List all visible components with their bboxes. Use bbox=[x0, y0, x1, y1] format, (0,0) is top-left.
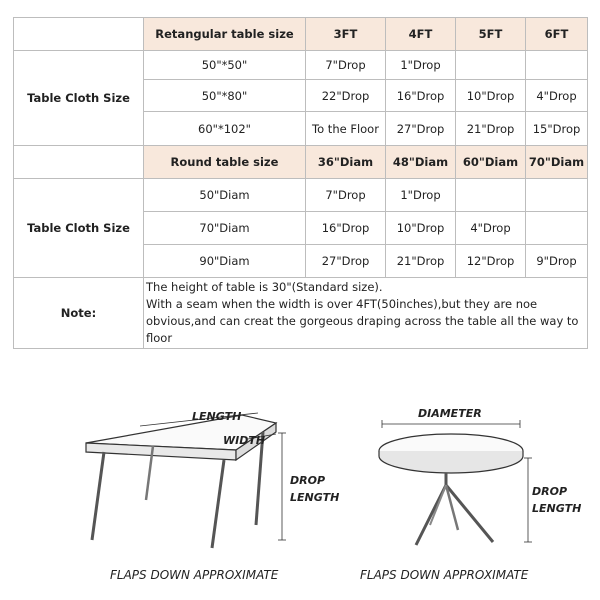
rect-header-row bbox=[14, 18, 588, 51]
drop-cell: 4"Drop bbox=[456, 212, 526, 245]
drop-cell: 4"Drop bbox=[526, 80, 588, 112]
drop-cell bbox=[456, 51, 526, 80]
drop-cell: 15"Drop bbox=[526, 112, 588, 146]
rect-drop-line-2: LENGTH bbox=[290, 491, 340, 504]
drop-cell: 7"Drop bbox=[306, 179, 386, 212]
drop-cell: 21"Drop bbox=[456, 112, 526, 146]
drop-cell: 10"Drop bbox=[456, 80, 526, 112]
rect-col-4ft: 4FT bbox=[386, 18, 456, 51]
rect-drop-line-1: DROP bbox=[290, 474, 326, 487]
rect-cloth-size: 50"*80" bbox=[144, 80, 306, 112]
round-drop-line-2: LENGTH bbox=[532, 502, 582, 515]
drop-cell bbox=[456, 179, 526, 212]
round-col-70: 70"Diam bbox=[526, 146, 588, 179]
note-label: Note: bbox=[14, 278, 144, 349]
empty-corner-cell bbox=[14, 146, 144, 179]
note-line-1: The height of table is 30"(Standard size). bbox=[146, 280, 383, 294]
drop-cell: 10"Drop bbox=[386, 212, 456, 245]
empty-corner-cell bbox=[14, 18, 144, 51]
drop-cell: 16"Drop bbox=[306, 212, 386, 245]
round-table-drawing bbox=[379, 420, 532, 545]
rect-col-6ft: 6FT bbox=[526, 18, 588, 51]
rect-col-5ft: 5FT bbox=[456, 18, 526, 51]
width-label: WIDTH bbox=[223, 434, 266, 447]
round-col-60: 60"Diam bbox=[456, 146, 526, 179]
rect-caption: FLAPS DOWN APPROXIMATE bbox=[110, 568, 279, 582]
table-row bbox=[14, 179, 588, 212]
rect-cloth-size: 60"*102" bbox=[144, 112, 306, 146]
round-col-36: 36"Diam bbox=[306, 146, 386, 179]
round-caption: FLAPS DOWN APPROXIMATE bbox=[360, 568, 529, 582]
round-drop-label bbox=[532, 483, 581, 517]
round-drop-line-1: DROP bbox=[532, 485, 568, 498]
note-row bbox=[14, 278, 588, 349]
rect-side-label: Table Cloth Size bbox=[14, 51, 144, 146]
rect-col-3ft: 3FT bbox=[306, 18, 386, 51]
drop-cell: 22"Drop bbox=[306, 80, 386, 112]
round-side-label: Table Cloth Size bbox=[14, 179, 144, 278]
drop-cell: 27"Drop bbox=[306, 245, 386, 278]
round-cloth-size: 90"Diam bbox=[144, 245, 306, 278]
drop-cell: 7"Drop bbox=[306, 51, 386, 80]
round-size-header: Round table size bbox=[144, 146, 306, 179]
drop-cell: 16"Drop bbox=[386, 80, 456, 112]
drop-cell: 21"Drop bbox=[386, 245, 456, 278]
drop-cell: To the Floor bbox=[306, 112, 386, 146]
drop-cell bbox=[526, 212, 588, 245]
note-text bbox=[144, 278, 588, 349]
round-header-row bbox=[14, 146, 588, 179]
note-line-2: With a seam when the width is over 4FT(50inches),but they are noe obvious,and can creat the gorgeous draping across the table all the way to floor bbox=[146, 297, 579, 345]
drop-cell bbox=[526, 51, 588, 80]
diameter-label: DIAMETER bbox=[418, 407, 482, 420]
table-row bbox=[14, 51, 588, 80]
drop-cell: 9"Drop bbox=[526, 245, 588, 278]
rect-cloth-size: 50"*50" bbox=[144, 51, 306, 80]
drop-cell bbox=[526, 179, 588, 212]
drop-cell: 1"Drop bbox=[386, 179, 456, 212]
drop-cell: 1"Drop bbox=[386, 51, 456, 80]
round-col-48: 48"Diam bbox=[386, 146, 456, 179]
length-label: LENGTH bbox=[192, 410, 242, 423]
drop-cell: 27"Drop bbox=[386, 112, 456, 146]
drop-cell: 12"Drop bbox=[456, 245, 526, 278]
rect-drop-label bbox=[290, 472, 339, 506]
rect-size-header: Retangular table size bbox=[144, 18, 306, 51]
round-cloth-size: 70"Diam bbox=[144, 212, 306, 245]
size-table bbox=[13, 17, 588, 349]
round-cloth-size: 50"Diam bbox=[144, 179, 306, 212]
